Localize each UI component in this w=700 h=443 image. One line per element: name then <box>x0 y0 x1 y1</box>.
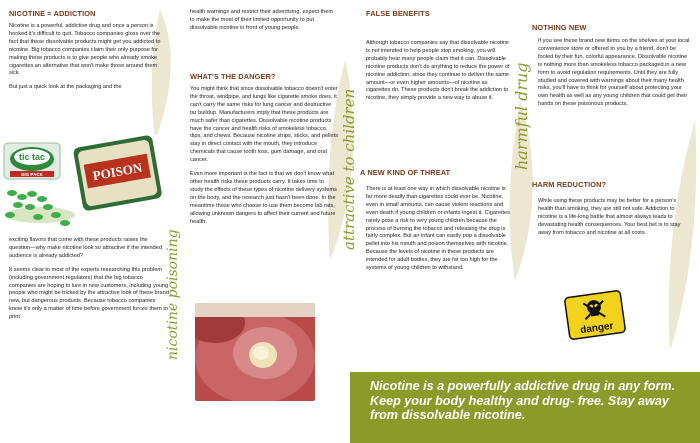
col4-body <box>538 198 692 244</box>
mint-pellet <box>43 204 53 210</box>
heading-nicotine-addiction: NICOTINE = ADDICTION <box>9 9 96 18</box>
script-harmful-drug: harmful drug <box>512 62 531 170</box>
tictac-poison-photo <box>0 135 175 230</box>
col1-paragraph: But just a quick look at the packaging and the <box>9 84 122 91</box>
mint-pellet <box>5 212 15 218</box>
poison-text: POISON <box>91 159 144 184</box>
col3-body <box>366 186 512 279</box>
col1-paragraph: It seems clear to most of the experts researching this problem (including government regulators) that the big tobacco companies are hoping to lure in new customers, including young people who might be tricked by the attractive look of these brand new, but dangerous products. Because tobacco companies know it's only a matter of time before government forces them to print <box>9 266 169 321</box>
col4-paragraph: While using these products may be better for a person's health than smoking, they are still not safe. Addiction to nicotine is a life-long battle that almost always leads to devastating health consequences. Your best bet is to stay away from tobacco and nicotine at all costs. <box>538 198 681 236</box>
heading-whats-danger: WHAT'S THE DANGER? <box>190 72 276 81</box>
mint-pellet <box>60 220 70 226</box>
col2-paragraph: health warnings and restrict their advertising, expect them to make the most of their limited opportunity to put dissolvable nicotine in front of young people. <box>190 9 334 31</box>
footer-slogan: Nicotine is a powerfully addictive drug in any form. Keep your body healthy and drug- free. Stay away from dissolvable nicotine. <box>370 379 676 423</box>
mint-pellet <box>51 212 61 218</box>
col2-paragraph: Even more important is the fact is that we don't know what other health risks these products carry. It takes time to study the effects of these types of nicotine delivery systems on the body, and the research just hasn't been done. In the meantime those who choose to use them become lab rats, allowing unknown dangers to affect their current and future health. <box>190 171 337 225</box>
col3-top <box>366 40 512 109</box>
oral-lesion-photo <box>195 303 315 401</box>
col4-top <box>538 38 692 115</box>
tictac-sub-text: BIG PACK <box>21 172 43 177</box>
heading-nothing-new: NOTHING NEW <box>532 23 587 32</box>
script-nicotine-poisoning: nicotine poisoning <box>165 229 181 360</box>
col2-body <box>190 86 338 232</box>
mint-pellet <box>7 190 17 196</box>
col2-top <box>190 9 338 39</box>
mint-pellet <box>27 191 37 197</box>
mint-pellet <box>33 214 43 220</box>
mint-pellet <box>25 204 35 210</box>
heading-new-threat: A NEW KIND OF THREAT <box>360 168 451 177</box>
mint-pellet <box>37 196 47 202</box>
col1-top <box>9 23 169 92</box>
tictac-brand-text: tic tac <box>18 152 46 162</box>
script-attractive-children: attractive to children <box>340 88 358 250</box>
heading-harm-reduction: HARM REDUCTION? <box>532 180 607 189</box>
col1-paragraph: Nicotine is a powerful, addictive drug and once a person is hooked it's difficult to quit. Tobacco companies gloss over the fact that these dissolvable products might get you addicted to nicotine. Big tobacco companies claim their only purpose for making these products is to give people who already smoke cigarettes an alternative that won't make those around them sick. <box>9 23 161 77</box>
col3-paragraph: Although tobacco companies say that dissolvable nicotine is not intended to help people stop smoking, you will probably hear many people claim that it can. Dissolvable nicotine products don't do anything to reduce the power of nicotine addiction, since they continue to deliver the same amount—or even higher amounts—of nicotine as cigarettes do. These products don't break the addiction to nicotine, they simply provide a new way to abuse it. <box>366 40 510 102</box>
danger-sign <box>563 288 627 342</box>
heading-false-benefits: FALSE BENEFITS <box>366 9 430 18</box>
mint-pellet <box>13 202 23 208</box>
col1-bottom <box>9 237 169 328</box>
col3-paragraph: There is at least one way in which dissolvable nicotine is far more deadly than cigarettes could ever be. Nicotine, even in small amounts, can cause violent reactions and even death if young children or infants ingest it. Cigarettes rarely pose a risk to very young children because the process of burning the tobacco and releasing the drug is fairly complex. But an infant can easily pop a dissolvable pellet into his mouth and poison themselves with nicotine. Because the levels of nicotine in these products are intended for adult bodies, they are far too high for the systems of young children to withstand. <box>366 186 510 272</box>
col2-paragraph: You might think that since dissolvable tobacco doesn't enter the throat, windpipe, and lungs like cigarette smoke does, it can't carry the same risks for lung cancer and destructive tar buildup. Manufacturers imply that these products are much safer than cigarettes. Dissolvable nicotine products have the cancer and health risks of smokeless tobacco, dips, and chews. Because nicotine strips, sticks, and pellets stay in direct contact with the mouth, they introduce chemicals that cause tooth loss, gum damage, and oral cancer. <box>190 86 338 164</box>
col4-paragraph: If you see these brand new items on the shelves at your local convenience store or offered to you by a friend, don't be fooled by their fun, colorful appearance. Dissolvable nicotine is nothing more than smokeless tobacco packaged in a new form to avoid regulation requirements. Until they are fully studied and covered with warnings about their many health risks, you'll have to think for yourself about protecting your own health as well as any young children that could get their hands on these poisonous products. <box>538 38 690 108</box>
col1-paragraph: exciting flavors that come with these products raises the question—why make nicotine look so attractive if the intended audience is already addicted? <box>9 237 162 259</box>
danger-text: danger <box>579 320 615 337</box>
mint-pellet <box>17 194 27 200</box>
